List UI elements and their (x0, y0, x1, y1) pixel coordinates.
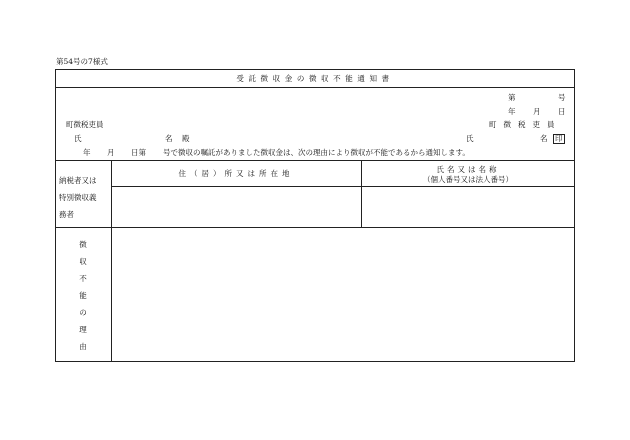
column-header-address: 住（居）所又は所在地 (178, 169, 294, 178)
date-day-label: 日 (558, 107, 566, 116)
recipient-honorific: 殿 (182, 134, 190, 143)
doc-number-suffix: 号 (558, 93, 566, 102)
document-title: 受託徴収金の徴収不能通知書 (236, 74, 394, 83)
doc-number-prefix: 第 (508, 93, 516, 102)
date-month-label: 月 (533, 107, 541, 116)
reason-section-divider (55, 227, 575, 228)
date-year-label: 年 (508, 107, 516, 116)
header-section-divider (55, 160, 575, 161)
seal-mark: 印 (555, 134, 563, 143)
notice-text: 号で徴収の嘱託がありました徴収金は、次の理由により徴収が不能であるから通知します。 (163, 148, 470, 157)
reason-label-char-7: 由 (79, 342, 87, 351)
reason-label-char-4: 能 (79, 291, 87, 300)
notice-month: 月 (107, 148, 115, 157)
taxpayer-label-line-3: 務者 (59, 210, 74, 219)
form-frame (55, 69, 575, 362)
notice-year: 年 (83, 148, 91, 157)
notice-day-no: 日第 (131, 148, 146, 157)
issuer-name-shi: 氏 (466, 134, 474, 143)
label-column-divider (111, 160, 112, 362)
reason-label-char-6: 理 (79, 325, 87, 334)
taxpayer-label-line-2: 特別徴収義 (59, 193, 97, 202)
reason-label-char-1: 徴 (79, 240, 87, 249)
column-header-divider (111, 186, 575, 187)
column-header-name-sub: （個人番号又は法人番号） (423, 175, 513, 184)
issuer-title: 町徴税吏員 (489, 120, 562, 129)
reason-label-char-3: 不 (79, 274, 87, 283)
recipient-name-shi: 氏 (74, 134, 82, 143)
reason-label-char-2: 収 (79, 257, 87, 266)
taxpayer-label-line-1: 納税者又は (59, 176, 97, 185)
reason-label-char-5: の (79, 308, 87, 317)
issuer-name-mei: 名 (540, 134, 548, 143)
sender-office: 町徴税吏員 (66, 120, 104, 129)
form-number: 第54号の7様式 (56, 57, 108, 66)
title-divider (55, 87, 575, 88)
column-header-name: 氏名又は名称 (436, 165, 500, 174)
recipient-name-mei: 名 (165, 134, 173, 143)
